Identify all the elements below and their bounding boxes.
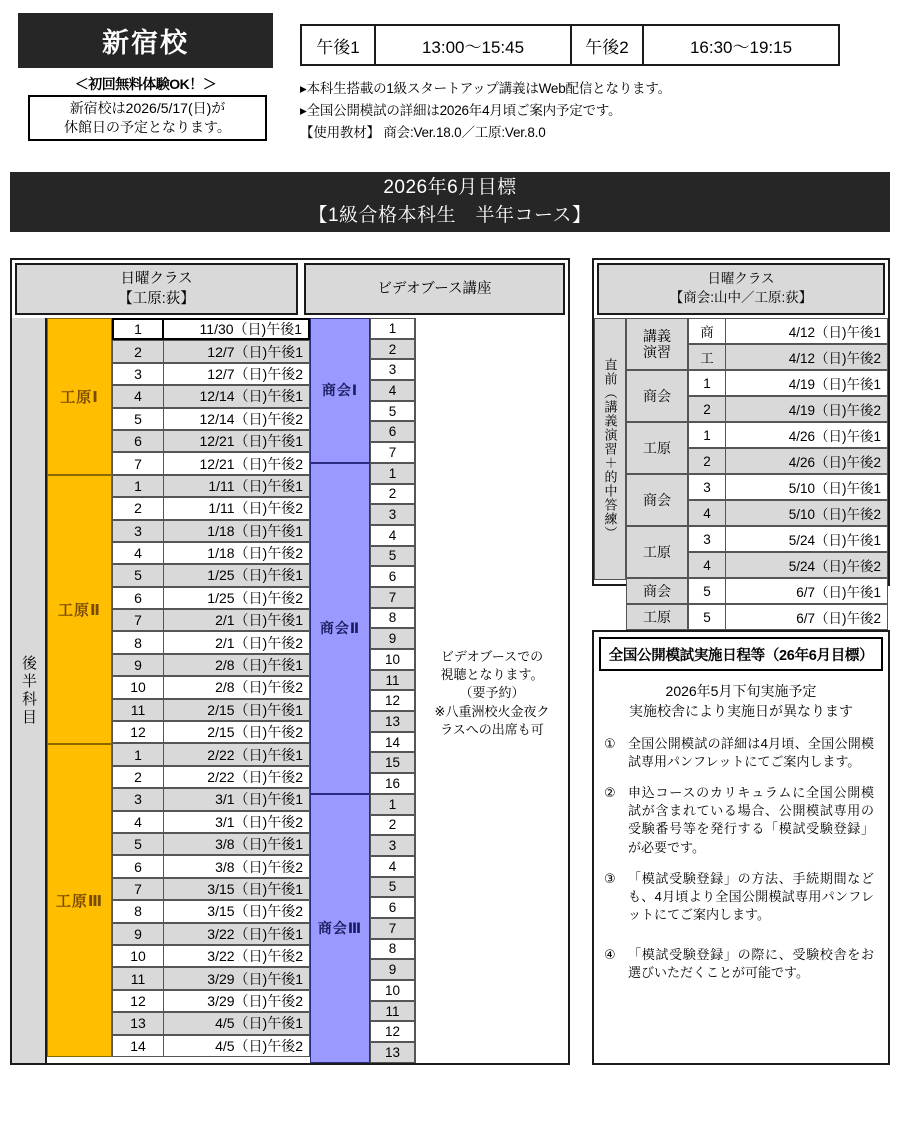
video-lesson-number: 2 [370, 339, 415, 360]
video-subject-column [310, 318, 370, 1063]
final-prep-lesson-date: 6/7（日)午後1 [726, 578, 888, 604]
final-prep-group [626, 422, 888, 474]
video-lesson-number: 13 [370, 1042, 415, 1063]
final-prep-vertical-text: 直前（講義演習＋的中答練） [602, 358, 618, 540]
final-prep-lesson-number: 2 [688, 448, 726, 474]
schedule-row [112, 967, 310, 989]
final-prep-lesson-number: 4 [688, 552, 726, 578]
final-prep-group [626, 474, 888, 526]
mock-exam-info-subtitle [594, 681, 888, 722]
final-prep-schedule-panel [592, 258, 890, 626]
header-note-2: ▸全国公開模試の詳細は2026年4月頃ご案内予定です。 [300, 103, 622, 118]
lesson-number: 14 [112, 1035, 164, 1057]
lesson-date: 1/25（日)午後1 [164, 564, 310, 586]
video-lesson-number: 4 [370, 380, 415, 401]
video-subject-block [310, 318, 370, 463]
schedule-row [112, 945, 310, 967]
lesson-number: 4 [112, 811, 164, 833]
mock-exam-info-title: 全国公開模試実施日程等（26年6月目標） [599, 637, 883, 671]
schedule-row [112, 452, 310, 474]
schedule-row [112, 631, 310, 653]
final-prep-row [688, 396, 888, 422]
video-lesson-number: 9 [370, 959, 415, 980]
sunday-class-header-line-1: 日曜クラス [120, 270, 193, 287]
lesson-date: 12/7（日)午後2 [164, 363, 310, 385]
mock-exam-info-item [604, 870, 874, 925]
lesson-date: 3/22（日)午後2 [164, 945, 310, 967]
video-lesson-number: 4 [370, 525, 415, 546]
video-booth-header-text: ビデオブース講座 [377, 280, 492, 297]
mock-exam-item-marker: ③ [604, 870, 616, 886]
final-prep-group [626, 578, 888, 604]
schedule-row [112, 676, 310, 698]
lesson-date: 1/11（日)午後1 [164, 475, 310, 497]
final-prep-lesson-date: 5/10（日)午後2 [726, 500, 888, 526]
video-lesson-number: 13 [370, 711, 415, 732]
time-slot-1-value: 13:00〜15:45 [374, 26, 570, 64]
final-prep-row [688, 604, 888, 630]
final-prep-lesson-date: 5/24（日)午後1 [726, 526, 888, 552]
video-subject-block [310, 794, 370, 1063]
mock-exam-info-item [604, 735, 874, 771]
video-subject-block [310, 463, 370, 794]
mock-exam-item-marker: ④ [604, 947, 616, 963]
video-lesson-number: 8 [370, 939, 415, 960]
lesson-number: 4 [112, 542, 164, 564]
video-note-line: ※八重洲校火金夜ク [434, 703, 550, 719]
final-prep-rows [626, 318, 888, 626]
final-prep-header-line-2: 【商会:山中／工原:荻】 [669, 290, 813, 305]
mock-exam-subtitle-line-1: 2026年5月下旬実施予定 [665, 683, 817, 699]
lesson-date: 1/25（日)午後2 [164, 587, 310, 609]
final-prep-group-label-line: 工原 [643, 439, 671, 456]
lesson-date: 3/8（日)午後2 [164, 855, 310, 877]
video-lesson-number: 6 [370, 897, 415, 918]
second-half-subjects-text: 後半科目 [20, 654, 37, 727]
header-note-1: ▸本科生搭載の1級スタートアップ講義はWeb配信となります。 [300, 81, 671, 96]
lesson-number: 5 [112, 408, 164, 430]
lesson-date: 3/29（日)午後1 [164, 967, 310, 989]
final-prep-lesson-number: 4 [688, 500, 726, 526]
lesson-date: 3/29（日)午後2 [164, 990, 310, 1012]
schedule-row [112, 497, 310, 519]
time-slot-1-label: 午後1 [316, 37, 360, 57]
schedule-row [112, 699, 310, 721]
lesson-number: 10 [112, 676, 164, 698]
lesson-number: 7 [112, 878, 164, 900]
lesson-date: 2/8（日)午後1 [164, 654, 310, 676]
lesson-number: 7 [112, 609, 164, 631]
time-slot-2-label: 午後2 [570, 26, 642, 64]
video-note-column [415, 318, 568, 1063]
video-subject-label: 商会Ⅱ [319, 620, 361, 637]
left-panel-header-row [12, 260, 568, 318]
lesson-number: 2 [112, 497, 164, 519]
final-prep-group-label-line: 工原 [643, 608, 671, 625]
mock-exam-item-text: 「模試受験登録」の際に、受験校舎をお選びいただくことが可能です。 [628, 947, 874, 981]
final-prep-group [626, 370, 888, 422]
video-lesson-number: 6 [370, 566, 415, 587]
video-lesson-number: 14 [370, 732, 415, 753]
mock-exam-item-text: 申込コースのカリキュラムに全国公開模試が含まれている場合、公開模試専用の受験番号等を発行する「模試受験登録」が必要です。 [628, 784, 874, 855]
video-lesson-number: 7 [370, 442, 415, 463]
lesson-number: 1 [112, 318, 164, 340]
video-lesson-number: 3 [370, 835, 415, 856]
final-prep-row [688, 526, 888, 552]
final-prep-group-label [626, 578, 688, 604]
final-prep-lesson-date: 4/12（日)午後2 [726, 344, 888, 370]
subject-block [47, 318, 112, 475]
lesson-number: 4 [112, 385, 164, 407]
video-lesson-number: 7 [370, 587, 415, 608]
second-half-subjects-label [12, 318, 47, 1063]
lesson-number: 5 [112, 833, 164, 855]
video-lesson-number: 15 [370, 752, 415, 773]
school-name-text: 新宿校 [102, 28, 189, 58]
schedule-row [112, 340, 310, 362]
closed-day-notice [28, 95, 267, 141]
lesson-number-date-column [112, 318, 310, 1063]
lesson-date: 1/18（日)午後1 [164, 520, 310, 542]
lesson-number: 5 [112, 564, 164, 586]
final-prep-lesson-number: 工 [688, 344, 726, 370]
lesson-number: 3 [112, 520, 164, 542]
header-note-3: 【使用教材】 商会:Ver.18.0／工原:Ver.8.0 [300, 125, 546, 140]
video-subject-label: 商会Ⅰ [321, 382, 359, 399]
mock-exam-info-item [604, 946, 874, 982]
school-name-banner [18, 13, 273, 68]
lesson-date: 12/7（日)午後1 [164, 340, 310, 362]
lesson-number: 3 [112, 788, 164, 810]
mock-exam-info-item [604, 784, 874, 857]
video-lesson-number: 5 [370, 401, 415, 422]
video-lesson-number: 5 [370, 877, 415, 898]
final-prep-lesson-date: 4/19（日)午後1 [726, 370, 888, 396]
final-prep-group-label-line: 商会 [643, 387, 671, 404]
final-prep-lesson-number: 1 [688, 370, 726, 396]
lesson-date: 12/14（日)午後1 [164, 385, 310, 407]
lesson-date: 2/8（日)午後2 [164, 676, 310, 698]
schedule-row [112, 990, 310, 1012]
video-lesson-number: 2 [370, 484, 415, 505]
lesson-date: 3/1（日)午後1 [164, 788, 310, 810]
lesson-number: 12 [112, 990, 164, 1012]
video-note-line: 視聴となります。 [440, 667, 544, 683]
lesson-number: 6 [112, 587, 164, 609]
final-prep-group-label-line: 工原 [643, 543, 671, 560]
schedule-row [112, 721, 310, 743]
video-lesson-number: 12 [370, 1021, 415, 1042]
lesson-date: 1/11（日)午後2 [164, 497, 310, 519]
lesson-number: 2 [112, 766, 164, 788]
subject-block-label: 工原Ⅰ [60, 388, 99, 406]
mock-exam-item-marker: ② [604, 784, 616, 800]
video-subject-label: 商会Ⅲ [317, 920, 363, 937]
schedule-row [112, 878, 310, 900]
schedule-row [112, 766, 310, 788]
video-note-line: ラスへの出席も可 [440, 721, 544, 737]
video-lesson-number: 1 [370, 463, 415, 484]
final-prep-lesson-date: 4/26（日)午後2 [726, 448, 888, 474]
final-prep-header-line-1: 日曜クラス [707, 271, 775, 287]
final-prep-row [688, 370, 888, 396]
left-panel-body [12, 318, 568, 1063]
course-title-line-1: 2026年6月目標 [383, 177, 517, 199]
lesson-date: 4/5（日)午後2 [164, 1035, 310, 1057]
lesson-number: 1 [112, 743, 164, 765]
lesson-number: 13 [112, 1012, 164, 1034]
final-prep-lesson-number: 3 [688, 474, 726, 500]
subject-block [47, 744, 112, 1058]
final-prep-lesson-number: 2 [688, 396, 726, 422]
final-prep-row [688, 500, 888, 526]
class-time-table [300, 24, 840, 66]
schedule-row [112, 564, 310, 586]
course-title-banner [10, 172, 890, 232]
video-lesson-number: 11 [370, 1001, 415, 1022]
subject-name-column [47, 318, 112, 1063]
schedule-row [112, 363, 310, 385]
final-prep-row [688, 578, 888, 604]
final-prep-row [688, 318, 888, 344]
final-prep-group-label [626, 422, 688, 474]
lesson-number: 2 [112, 340, 164, 362]
video-lesson-number: 2 [370, 815, 415, 836]
final-prep-lesson-date: 4/19（日)午後2 [726, 396, 888, 422]
final-prep-group-label-line: 講義 [643, 327, 671, 344]
final-prep-group-label-line: 演習 [643, 344, 671, 360]
video-note-line: （要予約） [459, 685, 525, 701]
schedule-row [112, 855, 310, 877]
final-prep-lesson-number: 商 [688, 318, 726, 344]
lesson-date: 1/18（日)午後2 [164, 542, 310, 564]
lesson-number: 3 [112, 363, 164, 385]
final-prep-body [594, 318, 888, 626]
final-prep-lesson-number: 3 [688, 526, 726, 552]
final-prep-vertical-label [594, 318, 626, 580]
schedule-row [112, 833, 310, 855]
video-lesson-number-column [370, 318, 415, 1063]
sunday-class-header [15, 263, 298, 315]
final-prep-lesson-date: 5/24（日)午後2 [726, 552, 888, 578]
final-prep-lesson-date: 4/26（日)午後1 [726, 422, 888, 448]
final-prep-group [626, 318, 888, 370]
video-lesson-number: 9 [370, 628, 415, 649]
mock-exam-info-items [594, 735, 888, 983]
lesson-number: 9 [112, 654, 164, 676]
sunday-class-header-line-2: 【工原:荻】 [118, 291, 195, 307]
video-note-line: ビデオブースでの [440, 649, 544, 664]
lesson-date: 12/21（日)午後2 [164, 452, 310, 474]
schedule-row [112, 1035, 310, 1057]
video-lesson-number: 10 [370, 649, 415, 670]
video-lesson-number: 7 [370, 918, 415, 939]
video-lesson-number: 12 [370, 690, 415, 711]
final-prep-group-label [626, 474, 688, 526]
schedule-row [112, 788, 310, 810]
lesson-date: 12/21（日)午後1 [164, 430, 310, 452]
video-lesson-number: 3 [370, 504, 415, 525]
final-prep-row [688, 552, 888, 578]
final-prep-group-label-line: 商会 [643, 491, 671, 508]
video-lesson-number: 10 [370, 980, 415, 1001]
final-prep-group-label [626, 318, 688, 370]
subject-block [47, 475, 112, 744]
lesson-number: 6 [112, 855, 164, 877]
lesson-date: 3/8（日)午後1 [164, 833, 310, 855]
schedule-row [112, 811, 310, 833]
final-prep-lesson-date: 5/10（日)午後1 [726, 474, 888, 500]
video-booth-note [416, 648, 568, 739]
lesson-date: 4/5（日)午後1 [164, 1012, 310, 1034]
mock-exam-info-box [592, 630, 890, 1065]
mock-exam-item-marker: ① [604, 735, 616, 751]
schedule-row [112, 587, 310, 609]
schedule-row [112, 318, 310, 340]
video-lesson-number: 3 [370, 359, 415, 380]
lesson-date: 3/1（日)午後2 [164, 811, 310, 833]
final-prep-row [688, 474, 888, 500]
lesson-date: 3/15（日)午後1 [164, 878, 310, 900]
closed-notice-line-1: 新宿校は2026/5/17(日)が [69, 100, 226, 117]
lesson-number: 9 [112, 923, 164, 945]
lesson-number: 10 [112, 945, 164, 967]
final-prep-row [688, 422, 888, 448]
lesson-number: 11 [112, 699, 164, 721]
lesson-number: 8 [112, 631, 164, 653]
schedule-row [112, 542, 310, 564]
schedule-row [112, 900, 310, 922]
sunday-class-schedule-panel [10, 258, 570, 1065]
schedule-row [112, 923, 310, 945]
final-prep-header [597, 263, 885, 315]
final-prep-lesson-date: 4/12（日)午後1 [726, 318, 888, 344]
lesson-date: 2/22（日)午後2 [164, 766, 310, 788]
schedule-row [112, 520, 310, 542]
schedule-row [112, 385, 310, 407]
final-prep-lesson-date: 6/7（日)午後2 [726, 604, 888, 630]
lesson-number: 12 [112, 721, 164, 743]
final-prep-row [688, 344, 888, 370]
lesson-number: 11 [112, 967, 164, 989]
lesson-date: 2/15（日)午後1 [164, 699, 310, 721]
lesson-number: 1 [112, 475, 164, 497]
video-lesson-number: 1 [370, 318, 415, 339]
lesson-date: 2/22（日)午後1 [164, 743, 310, 765]
schedule-row [112, 654, 310, 676]
lesson-date: 12/14（日)午後2 [164, 408, 310, 430]
video-lesson-number: 5 [370, 546, 415, 567]
video-lesson-number: 8 [370, 608, 415, 629]
final-prep-group-label-line: 商会 [643, 582, 671, 599]
subject-block-label: 工原Ⅲ [55, 892, 104, 910]
video-lesson-number: 16 [370, 773, 415, 794]
video-booth-header [304, 263, 565, 315]
final-prep-lesson-number: 1 [688, 422, 726, 448]
lesson-date: 2/15（日)午後2 [164, 721, 310, 743]
lesson-number: 6 [112, 430, 164, 452]
free-trial-label: ＜初回無料体験OK！＞ [74, 76, 217, 92]
lesson-date: 3/15（日)午後2 [164, 900, 310, 922]
video-lesson-number: 6 [370, 421, 415, 442]
final-prep-row [688, 448, 888, 474]
final-prep-group-label [626, 370, 688, 422]
schedule-row [112, 475, 310, 497]
final-prep-group-label [626, 604, 688, 630]
mock-exam-subtitle-line-2: 実施校舎により実施日が異なります [629, 703, 853, 720]
final-prep-group [626, 604, 888, 630]
final-prep-lesson-number: 5 [688, 604, 726, 630]
video-lesson-number: 1 [370, 794, 415, 815]
subject-block-label: 工原Ⅱ [58, 601, 101, 619]
lesson-number: 8 [112, 900, 164, 922]
schedule-row [112, 609, 310, 631]
video-lesson-number: 11 [370, 670, 415, 691]
time-slot-2-value: 16:30〜19:15 [642, 26, 838, 64]
mock-exam-item-text: 「模試受験登録」の方法、手続期間なども、4月頃より全国公開模試専用パンフレットにてご案内します。 [628, 870, 874, 923]
schedule-row [112, 408, 310, 430]
schedule-row [112, 1012, 310, 1034]
final-prep-group [626, 526, 888, 578]
schedule-row [112, 430, 310, 452]
lesson-date: 11/30（日)午後1 [164, 318, 310, 340]
course-title-line-2: 【1級合格本科生 半年コース】 [308, 205, 592, 226]
lesson-number: 7 [112, 452, 164, 474]
final-prep-group-label [626, 526, 688, 578]
final-prep-lesson-number: 5 [688, 578, 726, 604]
video-lesson-number: 4 [370, 856, 415, 877]
lesson-date: 2/1（日)午後1 [164, 609, 310, 631]
schedule-row [112, 743, 310, 765]
lesson-date: 3/22（日)午後1 [164, 923, 310, 945]
mock-exam-item-text: 全国公開模試の詳細は4月頃、全国公開模試専用パンフレットにてご案内します。 [628, 735, 874, 769]
closed-notice-line-2: 休館日の予定となります。 [64, 119, 231, 135]
lesson-date: 2/1（日)午後2 [164, 631, 310, 653]
